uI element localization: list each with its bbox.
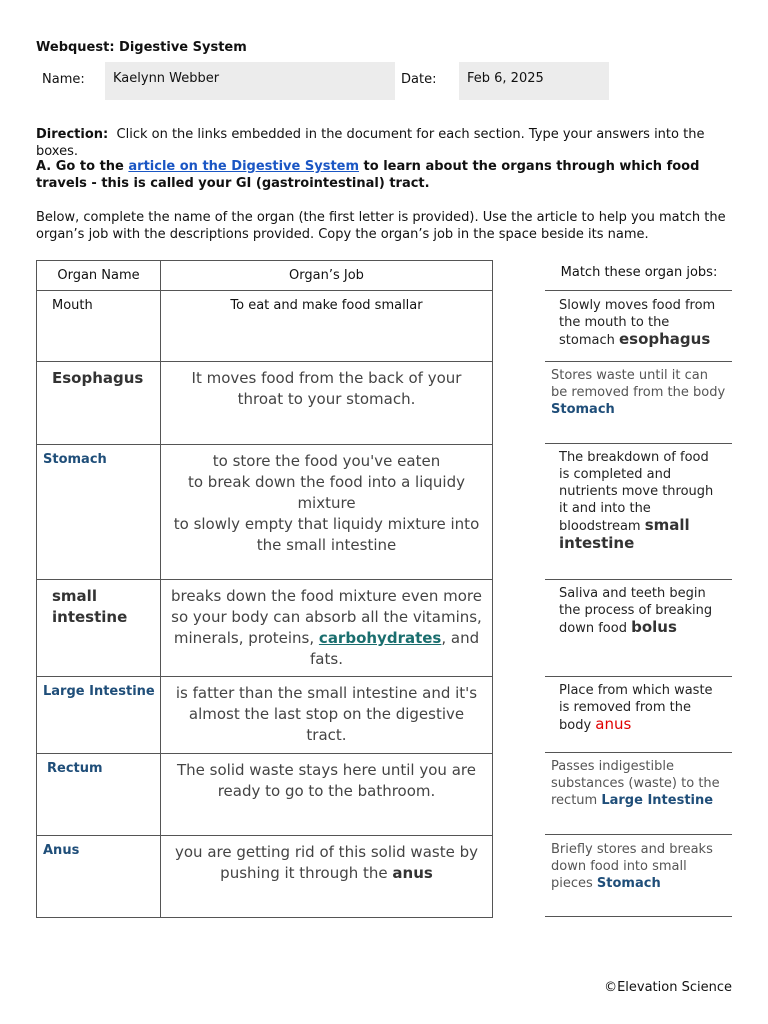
match-answer: small intestine [559, 516, 690, 552]
organ-name: Mouth [52, 298, 93, 313]
col-organ-job: Organ’s Job [161, 261, 493, 291]
match-text: Slowly moves food from the mouth to the stomach [559, 298, 716, 348]
organ-job: The solid waste stays here until you are ready to go to the bathroom. [177, 761, 476, 800]
match-answer: esophagus [618, 330, 711, 348]
match-item[interactable] [545, 579, 732, 676]
match-text: Place from which waste is removed from the body [559, 683, 713, 733]
date-field[interactable]: Feb 6, 2025 [459, 62, 609, 100]
organ-name-cell[interactable] [37, 362, 161, 445]
table-row [37, 754, 493, 836]
name-label: Name: [42, 72, 85, 87]
organ-name: Large Intestine [43, 684, 155, 699]
col-organ-name: Organ Name [37, 261, 161, 291]
name-field[interactable]: Kaelynn Webber [105, 62, 395, 100]
match-item[interactable] [545, 290, 732, 361]
organ-name-cell[interactable] [37, 754, 161, 836]
organ-job: It moves food from the back of your throat to your stomach. [191, 369, 462, 408]
carbohydrates-link[interactable]: carbohydrates [318, 629, 442, 647]
job-line: to slowly empty that liquidy mixture into the small intestine [173, 515, 480, 554]
match-text: Passes indigestible substances (waste) to the rectum [551, 759, 720, 808]
section-a-suffix: to learn about the organs through which food travels - this is called your GI (gastrointestinal) tract. [36, 159, 700, 191]
direction-text: Click on the links embedded in the document for each section. Type your answers into the boxes. [36, 127, 705, 159]
organ-job [161, 445, 492, 556]
organ-job [161, 580, 492, 670]
match-item[interactable] [545, 676, 732, 752]
organ-name-cell[interactable] [37, 677, 161, 754]
instructions: Below, complete the name of the organ (the first letter is provided). Use the article to help you match the organ’s job with the descriptions provided. Copy the organ’s job in the space beside its name. [36, 210, 726, 242]
match-answer: Stomach [551, 402, 615, 417]
job-line: to store the food you've eaten [212, 452, 441, 470]
match-text: The breakdown of food is completed and nutrients move through it and into the bloodstream [559, 450, 714, 534]
match-header: Match these organ jobs: [560, 265, 718, 280]
direction [36, 126, 746, 160]
match-item[interactable] [545, 834, 732, 917]
match-item[interactable] [545, 752, 732, 834]
match-text: Stores waste until it can be removed from the body [551, 368, 726, 400]
table-row [37, 362, 493, 445]
organ-name: Esophagus [52, 369, 144, 387]
section-a-prompt [36, 158, 726, 192]
organ-table [36, 260, 493, 918]
section-a-prefix: A. Go to the [36, 159, 129, 174]
job-text: , and fats. [310, 629, 480, 668]
organ-name-cell[interactable] [37, 836, 161, 918]
job-text: you are getting rid of this solid waste by pushing it through the [175, 843, 478, 882]
match-item[interactable] [545, 361, 732, 443]
match-item[interactable] [545, 443, 732, 579]
organ-name-cell[interactable] [37, 291, 161, 362]
match-text: Saliva and teeth begin the process of breaking down food [559, 586, 713, 636]
match-text: Briefly stores and breaks down food into small pieces [551, 842, 713, 891]
table-row [37, 445, 493, 580]
job-line: to break down the food into a liquidy mixture [187, 473, 465, 512]
organ-name: Stomach [43, 452, 107, 467]
table-row [37, 836, 493, 918]
digestive-article-link[interactable]: article on the Digestive System [128, 159, 360, 174]
table-row [37, 580, 493, 677]
organ-job-cell[interactable] [161, 836, 493, 918]
organ-job-cell[interactable] [161, 362, 493, 445]
organ-job-cell[interactable] [161, 754, 493, 836]
job-text: breaks down the food mixture even more so your body can absorb all the vitamins, minerals, proteins, [171, 587, 482, 647]
organ-name-cell[interactable] [37, 445, 161, 580]
match-answer: anus [595, 715, 632, 733]
copyright: ©Elevation Science [604, 980, 732, 995]
direction-label: Direction: [36, 127, 109, 142]
organ-job: is fatter than the small intestine and it's almost the last stop on the digestive tract. [175, 684, 478, 744]
organ-job-cell[interactable] [161, 291, 493, 362]
organ-job-cell[interactable] [161, 445, 493, 580]
organ-job-cell[interactable] [161, 677, 493, 754]
job-answer: anus [392, 864, 433, 882]
organ-job [161, 836, 492, 884]
organ-name: Anus [43, 843, 80, 858]
match-answer: bolus [631, 618, 677, 636]
table-row [37, 677, 493, 754]
date-label: Date: [401, 72, 437, 87]
organ-job: To eat and make food smallar [230, 298, 423, 313]
match-answer: Large Intestine [601, 793, 714, 808]
table-row [37, 291, 493, 362]
organ-name: small intestine [52, 587, 128, 626]
organ-job-cell[interactable] [161, 580, 493, 677]
organ-name: Rectum [47, 761, 103, 776]
page-title: Webquest: Digestive System [36, 40, 247, 55]
match-answer: Stomach [596, 876, 661, 891]
organ-name-cell[interactable] [37, 580, 161, 677]
